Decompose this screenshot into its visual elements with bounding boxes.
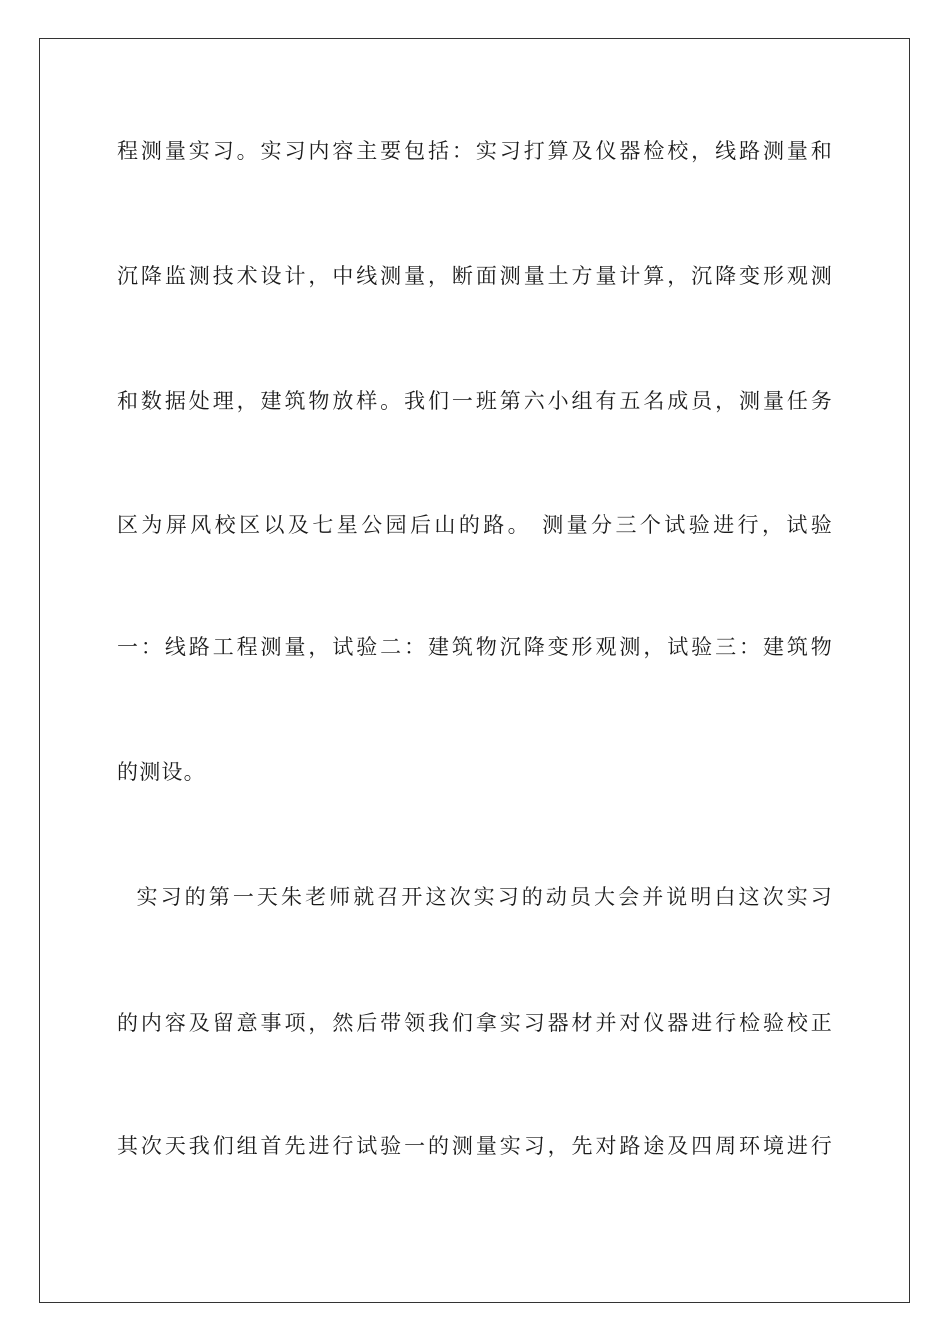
text-line-5: 一：线路工程测量，试验二：建筑物沉降变形观测，试验三：建筑物 xyxy=(117,635,833,659)
text-line-7: 实习的第一天朱老师就召开这次实习的动员大会并说明白这次实习 xyxy=(117,885,833,909)
text-line-8: 的内容及留意事项，然后带领我们拿实习器材并对仪器进行检验校正 xyxy=(117,1011,833,1035)
text-line-4: 区为屏风校区以及七星公园后山的路。 测量分三个试验进行，试验 xyxy=(117,513,833,537)
text-line-1: 程测量实习。实习内容主要包括：实习打算及仪器检校，线路测量和 xyxy=(117,139,833,163)
text-line-6: 的测设。 xyxy=(117,760,206,784)
page-border xyxy=(39,38,910,1303)
text-line-2: 沉降监测技术设计，中线测量，断面测量土方量计算，沉降变形观测 xyxy=(117,264,833,288)
text-line-9: 其次天我们组首先进行试验一的测量实习，先对路途及四周环境进行 xyxy=(117,1134,833,1158)
text-line-3: 和数据处理，建筑物放样。我们一班第六小组有五名成员，测量任务 xyxy=(117,389,833,413)
